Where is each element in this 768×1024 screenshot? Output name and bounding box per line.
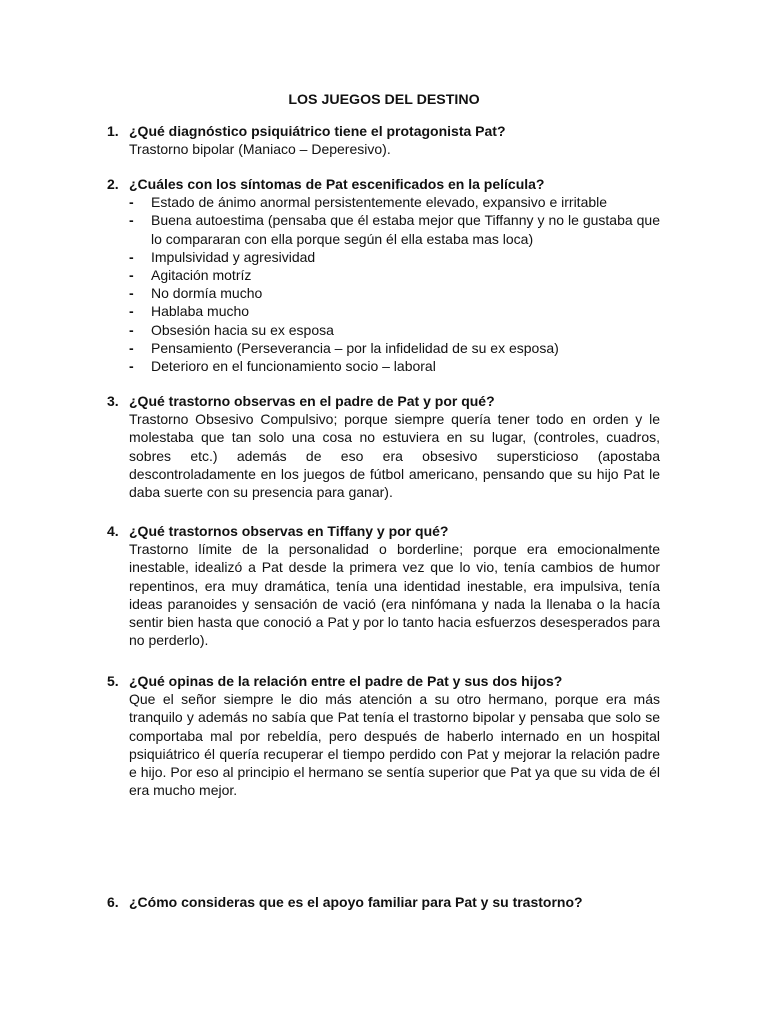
list-item xyxy=(129,266,660,284)
question-number: 5. xyxy=(107,673,119,689)
symptom-text: No dormía mucho xyxy=(151,285,263,302)
question-text: ¿Cuáles con los síntomas de Pat escenificados en la película? xyxy=(129,176,545,192)
question-text: ¿Cómo consideras que es el apoyo familiar para Pat y su trastorno? xyxy=(129,894,583,910)
list-item xyxy=(129,284,660,302)
symptom-text: Estado de ánimo anormal persistentemente elevado, expansivo e irritable xyxy=(151,194,608,211)
list-item xyxy=(129,302,660,320)
question-1 xyxy=(107,122,660,158)
question-text: ¿Qué opinas de la relación entre el padre de Pat y sus dos hijos? xyxy=(129,673,563,689)
bullet-dash: - xyxy=(129,285,134,302)
bullet-dash: - xyxy=(129,321,134,338)
question-6 xyxy=(107,893,660,911)
symptom-text: Pensamiento (Perseverancia – por la infidelidad de su ex esposa) xyxy=(151,339,559,356)
bullet-dash: - xyxy=(129,267,134,284)
list-item xyxy=(129,248,660,266)
question-number: 2. xyxy=(107,176,119,192)
bullet-dash: - xyxy=(129,303,134,320)
bullet-dash: - xyxy=(129,339,134,356)
bullet-dash: - xyxy=(129,194,134,211)
question-number: 4. xyxy=(107,523,119,539)
list-item xyxy=(129,357,660,375)
question-5 xyxy=(107,672,660,799)
symptom-list xyxy=(129,193,660,375)
bullet-dash: - xyxy=(129,212,134,229)
answer-text: Trastorno Obsesivo Compulsivo; porque siempre quería tener todo en orden y le molestaba que tan solo una cosa no estuviera en su lugar, (controles, cuadros, sobres etc.) además de eso era obsesivo supersticioso (apostaba descontroladamente en los juegos de fútbol americano, pensando que su hijo Pat le daba suerte con su presencia para ganar). xyxy=(129,411,660,501)
symptom-text: Hablaba mucho xyxy=(151,303,250,320)
document-title: LOS JUEGOS DEL DESTINO xyxy=(288,92,480,108)
question-text: ¿Qué trastorno observas en el padre de Pat y por qué? xyxy=(129,393,495,409)
list-item xyxy=(129,339,660,357)
list-item xyxy=(129,321,660,339)
symptom-text: Buena autoestima (pensaba que él estaba mejor que Tiffanny y no le gustaba que lo compararan con ella porque según él ella estaba mas loca) xyxy=(151,212,660,247)
symptom-text: Deterioro en el funcionamiento socio – laboral xyxy=(151,358,436,375)
question-3 xyxy=(107,392,660,501)
question-4 xyxy=(107,522,660,649)
question-number: 6. xyxy=(107,894,119,910)
symptom-text: Agitación motríz xyxy=(151,267,252,284)
answer-text: Trastorno límite de la personalidad o borderline; porque era emocionalmente inestable, idealizó a Pat desde la primera vez que lo vio, tenía cambios de humor repentinos, era muy dramática, tenía una identidad inestable, era impulsiva, tenía ideas paranoides y sensación de vació (era ninfómana y nada la llenaba o la hacía sentir bien hasta que conoció a Pat y por lo tanto hacia esfuerzos desesperados para no perderlo). xyxy=(129,541,660,649)
list-item xyxy=(129,211,660,247)
symptom-text: Impulsividad y agresividad xyxy=(151,248,316,265)
answer-text: Trastorno bipolar (Maniaco – Deperesivo). xyxy=(129,141,391,158)
question-text: ¿Qué diagnóstico psiquiátrico tiene el protagonista Pat? xyxy=(129,123,506,139)
symptom-text: Obsesión hacia su ex esposa xyxy=(151,321,334,338)
question-number: 1. xyxy=(107,123,119,139)
answer-text: Que el señor siempre le dio más atención a su otro hermano, porque era más tranquilo y además no sabía que Pat tenía el trastorno bipolar y pensaba que solo se comportaba mal por rebeldía, pero después de haberlo internado en un hospital psiquiátrico él quería recuperar el tiempo perdido con Pat y mejorar la relación padre e hijo. Por eso al principio el hermano se sentía superior que Pat ya que su vida de él era mucho mejor. xyxy=(129,691,660,799)
bullet-dash: - xyxy=(129,248,134,265)
bullet-dash: - xyxy=(129,358,134,375)
question-2 xyxy=(107,175,660,375)
list-item xyxy=(129,193,660,211)
question-number: 3. xyxy=(107,393,119,409)
question-text: ¿Qué trastornos observas en Tiffany y por qué? xyxy=(129,523,449,539)
